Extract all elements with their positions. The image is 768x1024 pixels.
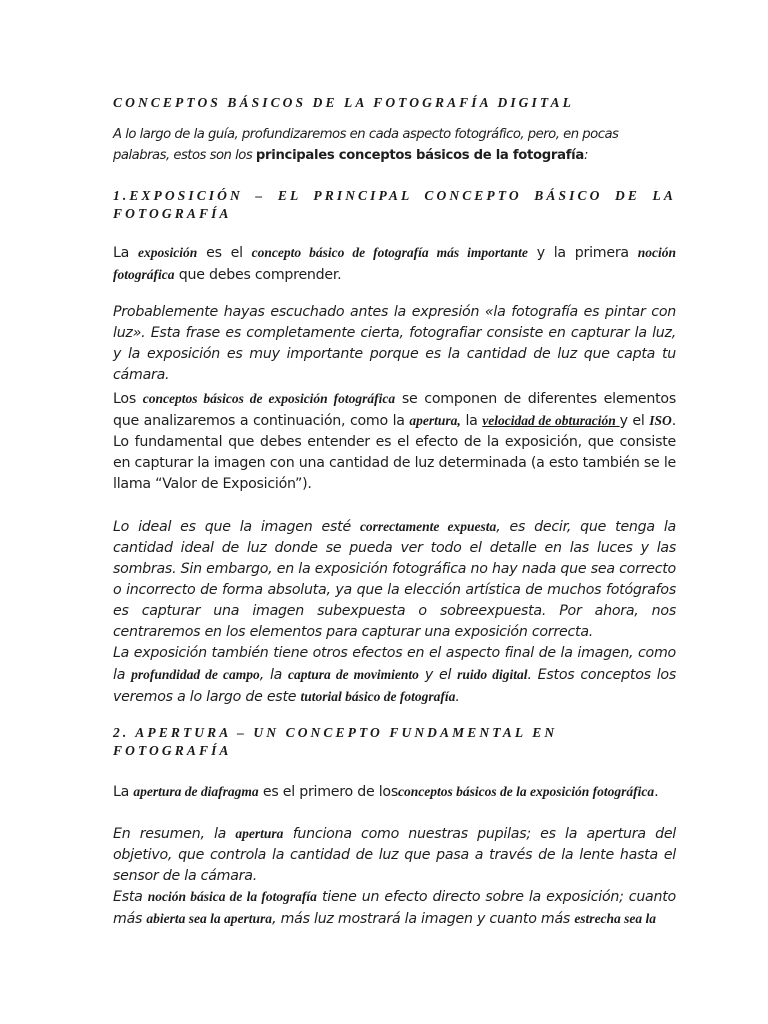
document-title: CONCEPTOS BÁSICOS DE LA FOTOGRAFÍA DIGITAL [113, 95, 574, 110]
section2-paragraph-3: Esta noción básica de la fotografía tiene un efecto directo sobre la exposición; cuanto más abierta sea la apertura, más luz mostrará la imagen y cuanto más estrecha sea la [113, 889, 676, 927]
term-nocion-fotografica: noción fotográfica [113, 245, 676, 282]
term-iso: ISO [649, 413, 672, 428]
section1-heading: 1.EXPOSICIÓN – EL PRINCIPAL CONCEPTO BÁSICO DE LA FOTOGRAFÍA [113, 188, 676, 221]
intro-text-end: : [583, 148, 588, 163]
term-abierta-apertura: abierta sea la apertura [146, 911, 273, 926]
term-tutorial-basico: tutorial básico de fotografía [300, 689, 456, 704]
term-nocion-basica: noción básica de la fotografía [147, 889, 317, 904]
intro-emphasis: principales conceptos básicos de la fotografía [255, 148, 584, 163]
intro-text: A lo largo de la guía, profundizaremos en cada aspecto fotográfico, pero, en pocas palabras, estos son los [113, 127, 619, 163]
section2-paragraph-2: En resumen, la apertura funciona como nuestras pupilas; es la apertura del objetivo, que controla la cantidad de luz que pasa a través de la lente hasta el sensor de la cámara. [113, 826, 676, 884]
term-ruido-digital: ruido digital [457, 667, 528, 682]
term-conceptos-exposicion: conceptos básicos de exposición fotográfica [142, 391, 396, 406]
section1-paragraph-3: Los conceptos básicos de exposición fotográfica se componen de diferentes elementos que analizaremos a continuación, como la apertura, la velocidad de obturación y el ISO. Lo fundamental que debes entender es el efecto de la exposición, que consiste en capturar la imagen con una cantidad de luz determinada (a esto también se le llama “Valor de Exposición”). [113, 391, 677, 492]
section1-paragraph-1: La exposición es el concepto básico de fotografía más importante y la primera noción fotográfica que debes comprender. [113, 245, 676, 283]
term-correctamente-expuesta: correctamente expuesta [359, 519, 497, 534]
term-apertura-diafragma: apertura de diafragma [133, 784, 259, 799]
section2-paragraph-1: La apertura de diafragma es el primero de losconceptos básicos de la exposición fotográfica. [113, 784, 659, 800]
section2-heading: 2. APERTURA – UN CONCEPTO FUNDAMENTAL EN FOTOGRAFÍA [113, 725, 558, 758]
term-profundidad-campo: profundidad de campo [131, 667, 260, 682]
section1-paragraph-2: Probablemente hayas escuchado antes la expresión «la fotografía es pintar con luz». Esta frase es completamente cierta, fotografiar consiste en capturar la luz, y la exposición es muy importante porque es la cantidad de luz que capta tu cámara. [113, 304, 676, 383]
term-apertura: apertura, [409, 413, 461, 428]
term-exposicion: exposición [137, 245, 198, 260]
term-conceptos-exposicion-fotografica: conceptos básicos de la exposición fotográfica [398, 784, 655, 799]
term-apertura-2: apertura [235, 826, 284, 841]
intro-paragraph [113, 124, 676, 166]
term-captura-movimiento: captura de movimiento [288, 667, 419, 682]
term-velocidad-obturacion: velocidad de obturación [482, 413, 620, 428]
term-estrecha-apertura: estrecha sea la [574, 911, 657, 926]
section1-paragraph-4: Lo ideal es que la imagen esté correctamente expuesta, es decir, que tenga la cantidad ideal de luz donde se pueda ver todo el detalle en las luces y las sombras. Sin embargo, en la exposición fotográfica no hay nada que sea correcto o incorrecto de forma absoluta, ya que la elección artística de muchos fotógrafos es capturar una imagen subexpuesta o sobreexpuesta. Por ahora, nos centraremos en los elementos para capturar una exposición correcta. [113, 519, 676, 640]
section1-paragraph-5: La exposición también tiene otros efectos en el aspecto final de la imagen, como la profundidad de campo, la captura de movimiento y el ruido digital. Estos conceptos los veremos a lo largo de este tutorial básico de fotografía. [113, 645, 676, 705]
term-concepto-basico: concepto básico de fotografía más importante [251, 245, 528, 260]
